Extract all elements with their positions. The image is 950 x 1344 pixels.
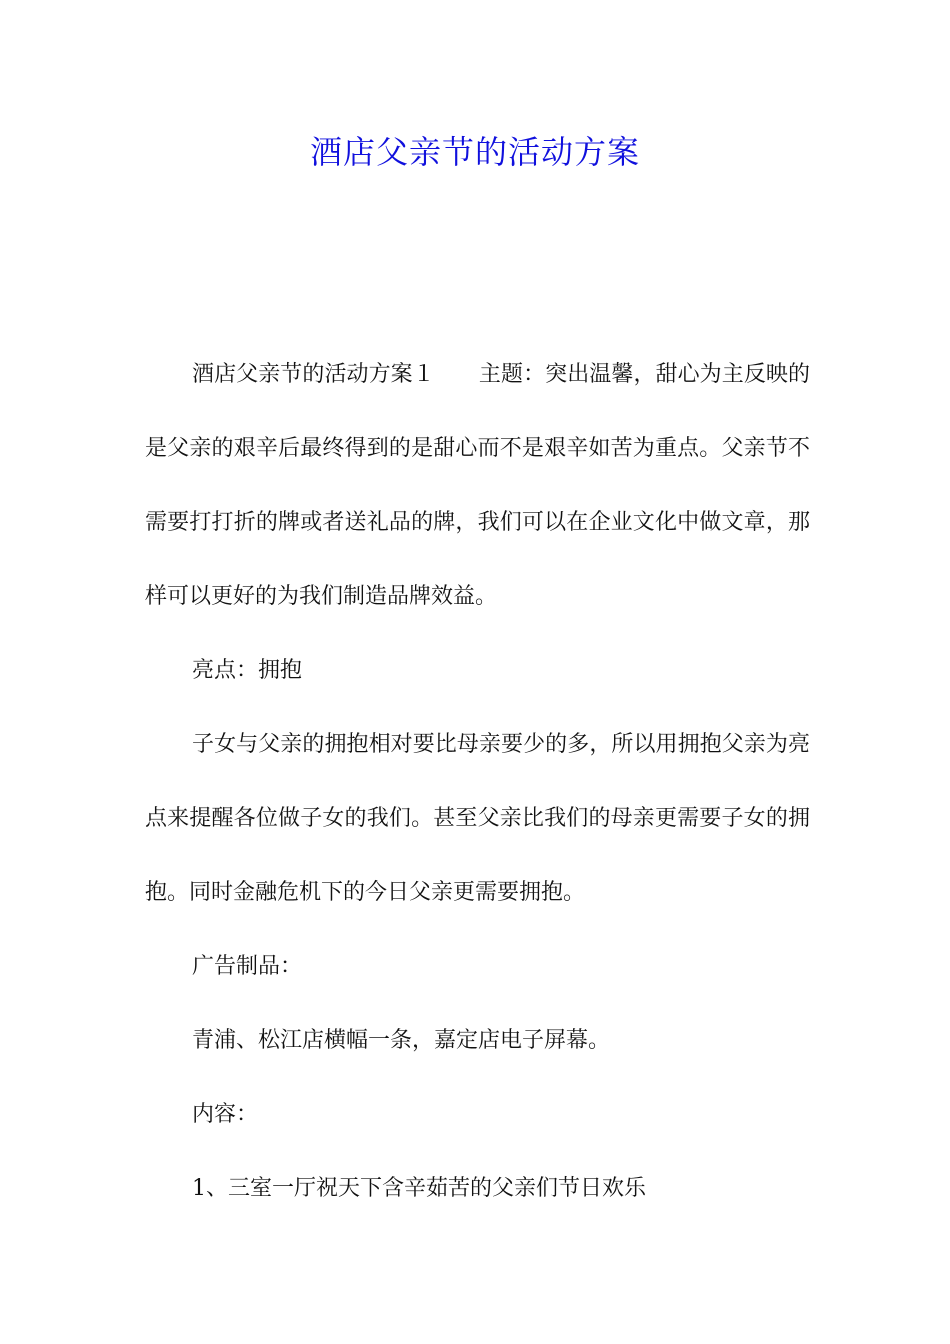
content-item-paragraph: 1、三室一厅祝天下含辛茹苦的父亲们节日欢乐: [192, 1176, 646, 1201]
hug-paragraph: 子女与父亲的拥抱相对要比母亲要少的多，所以用拥抱父亲为亮点来提醒各位做子女的我们。甚至父亲比我们的母亲更需要子女的拥抱。同时金融危机下的今日父亲更需要拥抱。: [145, 732, 810, 905]
intro-paragraph: [145, 338, 810, 634]
document-body: [145, 338, 810, 1226]
ad-materials-paragraph: 广告制品：: [192, 954, 303, 979]
highlight-paragraph: 亮点：拥抱: [192, 658, 303, 683]
intro-text: 主题：突出温馨，甜心为主反映的是父亲的艰辛后最终得到的是甜心而不是艰辛如苦为重点。父亲节不需要打打折的牌或者送礼品的牌，我们可以在企业文化中做文章，那样可以更好的为我们制造品牌效益。: [145, 362, 810, 609]
document-title: 酒店父亲节的活动方案: [309, 133, 640, 171]
content-heading-paragraph: 内容：: [192, 1102, 259, 1127]
intro-heading: 酒店父亲节的活动方案１: [192, 362, 435, 387]
banner-paragraph: 青浦、松江店横幅一条，嘉定店电子屏幕。: [192, 1028, 611, 1053]
